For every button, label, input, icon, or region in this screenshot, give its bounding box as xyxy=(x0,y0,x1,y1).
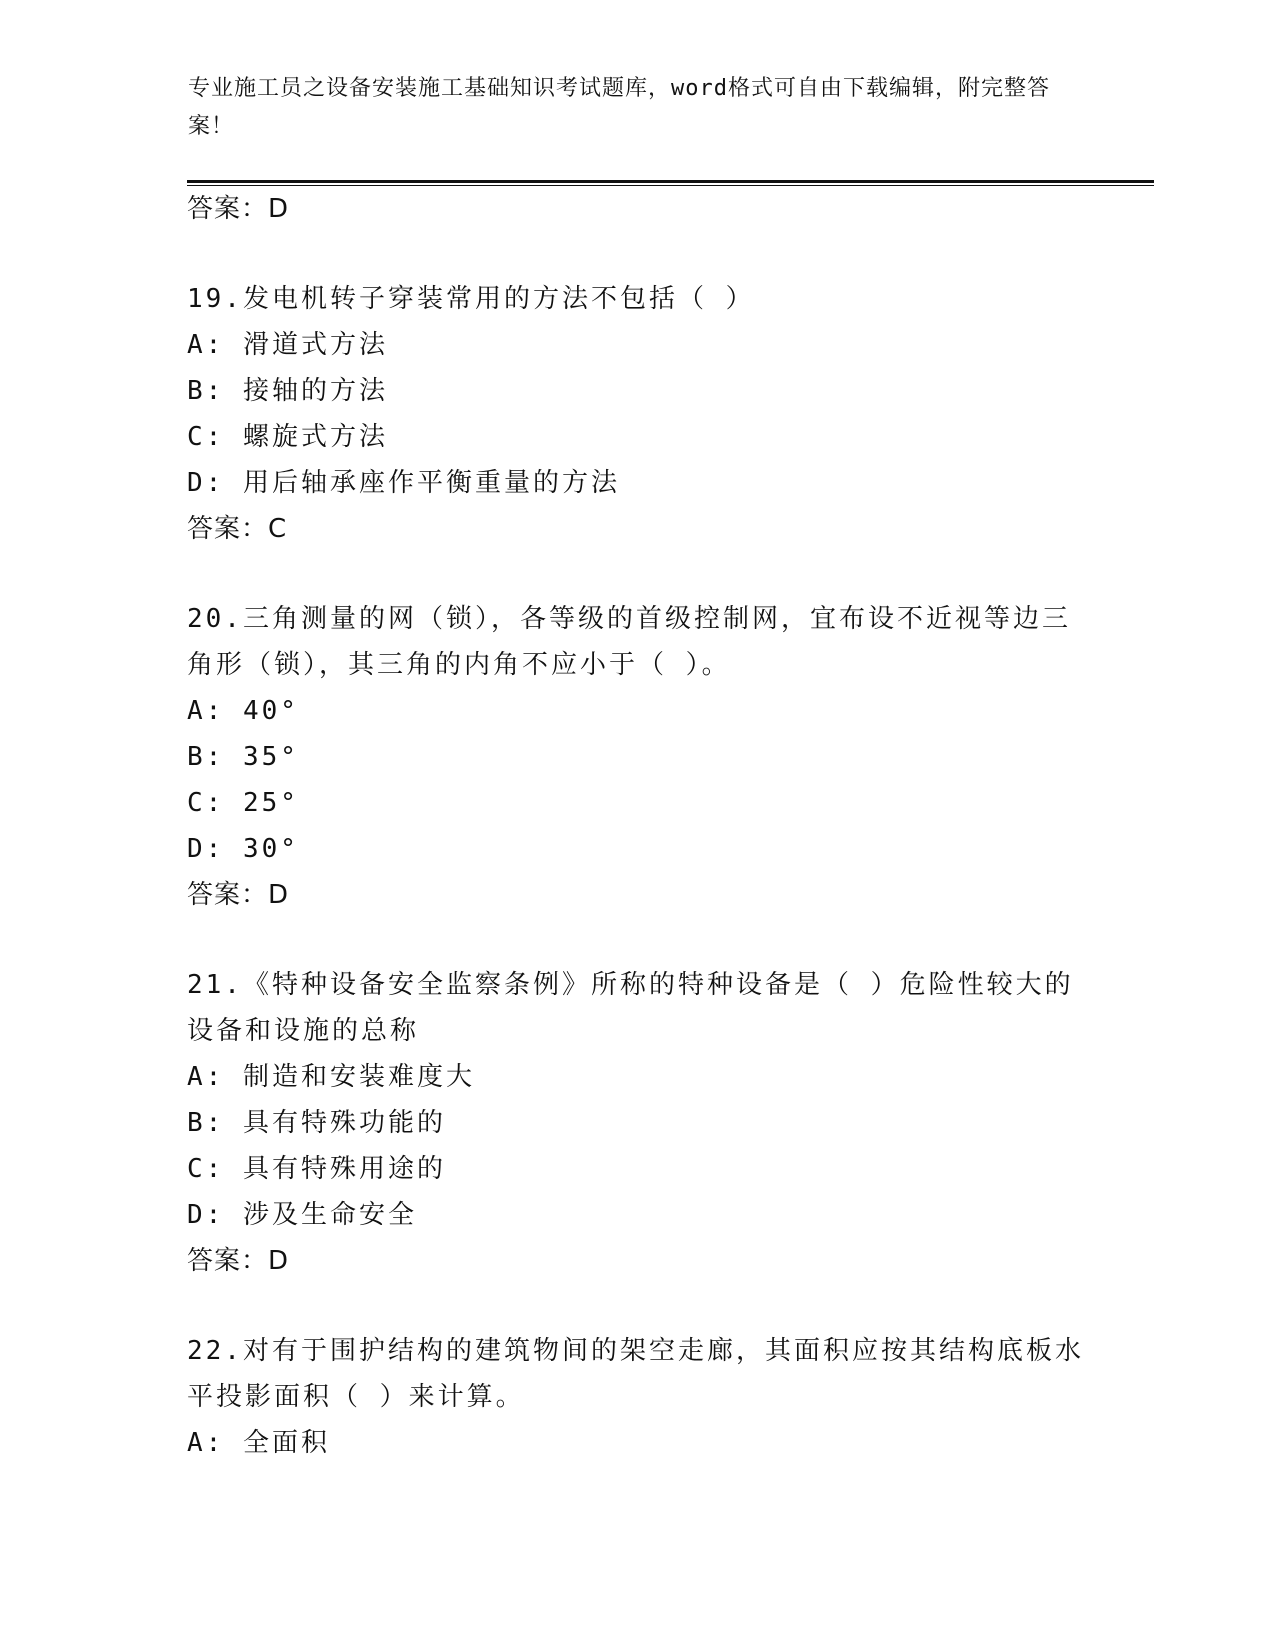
question-spacer xyxy=(187,918,1087,962)
question-stem: 22.对有于围护结构的建筑物间的架空走廊，其面积应按其结构底板水平投影面积（ ）来计算。 xyxy=(187,1336,1084,1412)
option-a: A: 滑道式方法 xyxy=(187,330,388,360)
option-c: C: 25° xyxy=(187,788,299,818)
answer-line: 答案：D xyxy=(187,880,290,910)
page-header-note: 专业施工员之设备安装施工基础知识考试题库，word格式可自由下载编辑，附完整答案！ xyxy=(188,76,1050,139)
option-b: B: 接轴的方法 xyxy=(187,376,388,406)
option-d: D: 用后轴承座作平衡重量的方法 xyxy=(187,468,620,498)
option-c: C: 螺旋式方法 xyxy=(187,422,388,452)
question-list xyxy=(187,186,1087,1466)
option-c: C: 具有特殊用途的 xyxy=(187,1154,446,1184)
question-19 xyxy=(187,276,1087,552)
question-spacer xyxy=(187,1284,1087,1328)
question-stem: 21.《特种设备安全监察条例》所称的特种设备是（ ）危险性较大的设备和设施的总称 xyxy=(187,970,1074,1046)
option-a: A: 40° xyxy=(187,696,299,726)
option-b: B: 35° xyxy=(187,742,299,772)
question-20 xyxy=(187,596,1087,918)
option-a: A: 全面积 xyxy=(187,1428,330,1458)
question-22 xyxy=(187,1328,1087,1466)
option-d: D: 涉及生命安全 xyxy=(187,1200,417,1230)
question-stem: 19.发电机转子穿装常用的方法不包括（ ） xyxy=(187,284,755,314)
answer-line: 答案：D xyxy=(187,1246,290,1276)
question-spacer xyxy=(187,232,1087,276)
answer-line: 答案：C xyxy=(187,514,288,544)
question-21 xyxy=(187,962,1087,1284)
option-b: B: 具有特殊功能的 xyxy=(187,1108,446,1138)
question-stem: 20.三角测量的网（锁），各等级的首级控制网，宜布设不近视等边三角形（锁），其三角的内角不应小于（ ）。 xyxy=(187,604,1071,680)
option-a: A: 制造和安装难度大 xyxy=(187,1062,475,1092)
previous-question-answer: 答案：D xyxy=(187,194,290,224)
option-d: D: 30° xyxy=(187,834,299,864)
header-divider-thick xyxy=(187,180,1154,183)
question-spacer xyxy=(187,552,1087,596)
